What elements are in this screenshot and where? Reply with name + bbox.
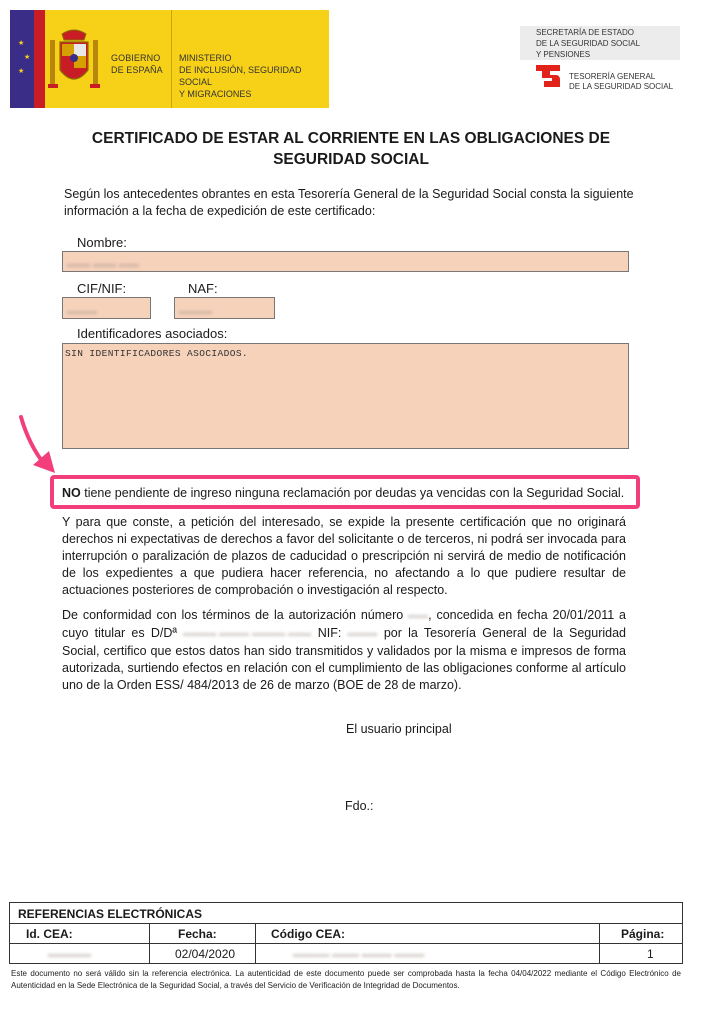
cif-field: ▪▪▪▪▪▪▪▪▪ xyxy=(62,297,151,319)
intro-paragraph: Según los antecedentes obrantes en esta Tesorería General de la Seguridad Social consta la siguiente información a la fecha de expedición de este certificado: xyxy=(64,187,634,218)
naf-field: ▪▪▪▪▪▪▪▪▪▪ xyxy=(174,297,275,319)
debt-statement xyxy=(62,485,624,501)
government-logo-band xyxy=(10,10,329,108)
codigo-cea-value: ▪▪▪▪▪▪▪▪▪▪▪ ▪▪▪▪▪▪▪▪ ▪▪▪▪▪▪▪▪▪ ▪▪▪▪▪▪▪▪▪ xyxy=(293,951,425,960)
pagina-header: Página: xyxy=(621,927,665,941)
footnote: Este documento no será válido sin la referencia electrónica. La autenticidad de este documento puede ser comprobada hasta la fecha 04/04/2022 mediante el Código Electrónico de Autenticidad en la Sede Electrónica de la Seguridad Social, a través del Servicio de Verificación de Integridad de Documentos. xyxy=(11,969,681,990)
header-separator xyxy=(171,10,172,108)
secretaria-label: SECRETARÍA DE ESTADO DE LA SEGURIDAD SOCIAL Y PENSIONES xyxy=(536,28,641,59)
document-title: CERTIFICADO DE ESTAR AL CORRIENTE EN LAS OBLIGACIONES DE SEGURIDAD SOCIAL xyxy=(91,130,611,168)
nombre-field: ▪▪▪▪▪▪▪ ▪▪▪▪▪▪▪ ▪▪▪▪▪▪ xyxy=(62,251,629,272)
nombre-label: Nombre: xyxy=(77,235,127,250)
identificadores-field: SIN IDENTIFICADORES ASOCIADOS. xyxy=(62,343,629,449)
references-title: REFERENCIAS ELECTRÓNICAS xyxy=(18,907,203,921)
naf-label: NAF: xyxy=(188,281,218,296)
cif-label: CIF/NIF: xyxy=(77,281,127,296)
conformidad-paragraph: De conformidad con los términos de la autorización número ▪▪▪▪▪▪, concedida en fecha 20/01/2011 a cuyo titular es D/Dª ▪▪▪▪▪▪▪▪▪▪ ▪▪▪▪▪▪▪▪▪ ▪▪▪▪▪▪▪▪▪▪ ▪▪▪▪▪▪▪ NIF: ▪▪▪▪▪▪▪▪▪ por la Tesorería General de la Seguridad Social, certifico que estos datos han sido transmitidos y validados por la misma e impresos de forma autorizada, surtiendo efectos en relación con el cumplimiento de las obligaciones conforme al artículo uno de la Orden ESS/ 484/2013 de 26 de marzo (BOE de 28 de marzo). xyxy=(62,608,626,692)
coat-of-arms-icon xyxy=(48,26,100,98)
tgss-logo-icon xyxy=(534,63,562,89)
fecha-header: Fecha: xyxy=(178,927,217,941)
flag-red-stripe xyxy=(34,10,45,108)
fdo-label: Fdo.: xyxy=(345,799,374,813)
tesoreria-label: TESORERÍA GENERAL DE LA SEGURIDAD SOCIAL xyxy=(569,72,674,91)
gobierno-label: GOBIERNO DE ESPAÑA xyxy=(111,53,163,75)
usuario-principal: El usuario principal xyxy=(346,722,452,736)
id-cea-value: ▪▪▪▪▪▪▪▪▪▪▪▪▪ xyxy=(48,951,92,960)
eu-stripe: ★ ★ ★ xyxy=(10,10,34,108)
pagina-value: 1 xyxy=(647,947,654,961)
statement-bold: NO xyxy=(62,486,81,500)
codigo-cea-header: Código CEA: xyxy=(271,927,345,941)
pointer-arrow-icon xyxy=(15,415,60,477)
statement-text: tiene pendiente de ingreso ninguna reclamación por deudas ya vencidas con la Seguridad Social. xyxy=(80,486,625,500)
identificadores-label: Identificadores asociados: xyxy=(77,326,228,341)
references-table xyxy=(9,902,683,964)
conste-paragraph: Y para que conste, a petición del interesado, se expide la presente certificación que no originará derechos ni expectativas de derechos a favor del solicitante o de terceros, ni podrá ser invocada para interrupción o paralización de plazos de caducidad o prescripción ni servirá de medio de notificación de los expedientes a que pudiera hacer referencia, no afectando a lo que pudiere resultar de actuaciones posteriores de comprobación o investigación al respecto. xyxy=(62,515,626,597)
id-cea-header: Id. CEA: xyxy=(26,927,73,941)
fecha-value: 02/04/2020 xyxy=(175,947,236,961)
ministerio-label: MINISTERIO DE INCLUSIÓN, SEGURIDAD SOCIAL Y MIGRACIONES xyxy=(179,53,302,99)
